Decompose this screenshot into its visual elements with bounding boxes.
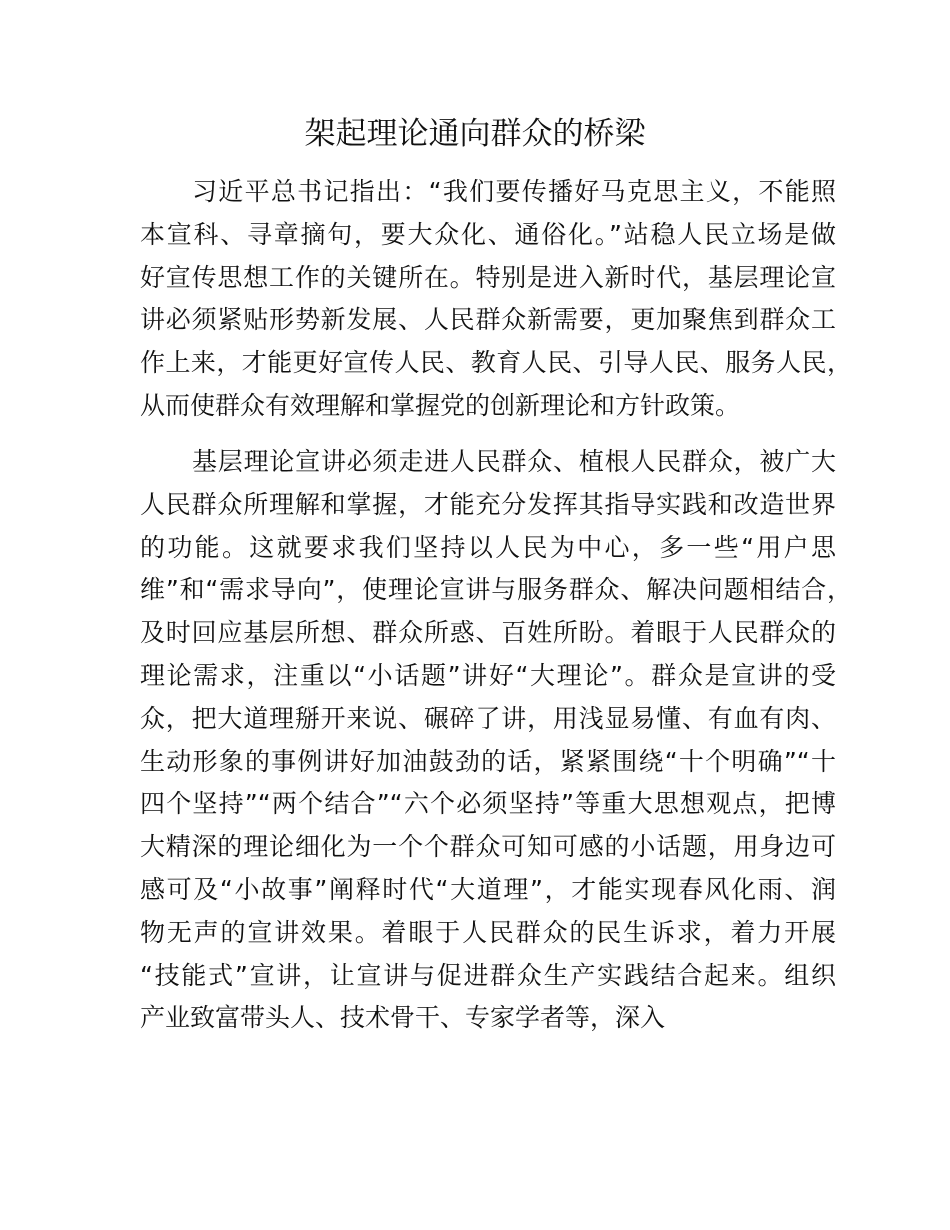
text-line: 本宣科、寻章摘句，要大众化、通俗化。”站稳人民立场是做 <box>140 219 836 249</box>
text-line: 生动形象的事例讲好加油鼓劲的话，紧紧围绕“十个明确”“十 <box>140 746 836 776</box>
text-line: 四个坚持”“两个结合”“六个必须坚持”等重大思想观点，把博 <box>140 789 836 819</box>
text-line: 习近平总书记指出：“我们要传播好马克思主义，不能照 <box>192 177 836 206</box>
text-line: “技能式”宣讲，让宣讲与促进群众生产实践结合起来。组织 <box>140 960 836 990</box>
paragraph-1 <box>140 171 852 428</box>
paragraph-2 <box>140 441 852 1040</box>
text-line: 作上来，才能更好宣传人民、教育人民、引导人民、服务人民， <box>140 348 852 378</box>
text-line: 物无声的宣讲效果。着眼于人民群众的民生诉求，着力开展 <box>140 917 836 947</box>
text-line: 维”和“需求导向”，使理论宣讲与服务群众、解决问题相结合， <box>140 575 852 605</box>
text-line: 讲必须紧贴形势新发展、人民群众新需要，更加聚焦到群众工 <box>140 305 836 335</box>
text-line: 大精深的理论细化为一个个群众可知可感的小话题，用身边可 <box>140 832 836 862</box>
text-line: 基层理论宣讲必须走进人民群众、植根人民群众，被广大 <box>192 447 836 476</box>
text-line: 产业致富带头人、技术骨干、专家学者等，深入 <box>140 1003 666 1033</box>
text-line: 好宣传思想工作的关键所在。特别是进入新时代，基层理论宣 <box>140 262 836 292</box>
text-line: 众，把大道理掰开来说、碾碎了讲，用浅显易懂、有血有肉、 <box>140 703 836 733</box>
document-title: 架起理论通向群众的桥梁 <box>304 116 646 152</box>
text-line: 的功能。这就要求我们坚持以人民为中心，多一些“用户思 <box>140 532 836 562</box>
text-line: 感可及“小故事”阐释时代“大道理”，才能实现春风化雨、润 <box>140 874 836 904</box>
text-line: 理论需求，注重以“小话题”讲好“大理论”。群众是宣讲的受 <box>140 660 836 690</box>
text-line: 人民群众所理解和掌握，才能充分发挥其指导实践和改造世界 <box>140 489 836 519</box>
text-line: 从而使群众有效理解和掌握党的创新理论和方针政策。 <box>140 390 741 420</box>
text-line: 及时回应基层所想、群众所惑、百姓所盼。着眼于人民群众的 <box>140 618 836 648</box>
